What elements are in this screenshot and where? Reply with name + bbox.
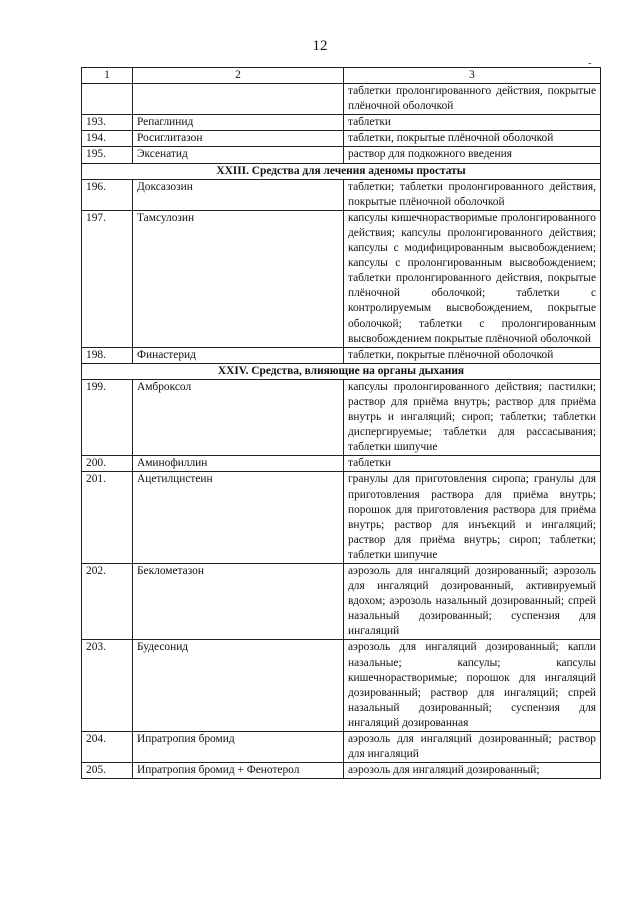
drug-name (133, 84, 344, 115)
page-number: 12 (312, 38, 328, 54)
table-row (82, 472, 601, 564)
row-number: 194. (82, 131, 133, 147)
dosage-forms: аэрозоль для ингаляций дозированный; аэрозоль для ингаляций дозированный, активируемый вдохом; аэрозоль назальный дозированный; спрей назальный дозированный; суспензия для ингаляций (344, 564, 601, 640)
row-number: 203. (82, 640, 133, 732)
drug-table (81, 67, 601, 779)
table-row (82, 564, 601, 640)
section-title: XXIV. Средства, влияющие на органы дыхания (82, 363, 601, 379)
row-number (82, 84, 133, 115)
table-row (82, 347, 601, 363)
drug-name: Будесонид (133, 640, 344, 732)
margin-mark: - (588, 57, 592, 69)
dosage-forms: таблетки; таблетки пролонгированного действия, покрытые плёночной оболочкой (344, 179, 601, 210)
drug-name: Финастерид (133, 347, 344, 363)
table-row (82, 115, 601, 131)
row-number: 193. (82, 115, 133, 131)
drug-name: Доксазозин (133, 179, 344, 210)
drug-name: Аминофиллин (133, 456, 344, 472)
section-header-row (82, 363, 601, 379)
row-number: 196. (82, 179, 133, 210)
dosage-forms: раствор для подкожного введения (344, 147, 601, 163)
table-row (82, 732, 601, 763)
table-row (82, 456, 601, 472)
row-number: 202. (82, 564, 133, 640)
dosage-forms: гранулы для приготовления сиропа; гранулы для приготовления раствора для приёма внутрь; порошок для приготовления раствора для приёма внутрь; раствор для инъекций и ингаляций; раствор для приёма внутрь; сироп; таблетки; таблетки шипучие (344, 472, 601, 564)
section-header-row (82, 163, 601, 179)
table-row (82, 179, 601, 210)
dosage-forms: таблетки (344, 115, 601, 131)
dosage-forms: таблетки, покрытые плёночной оболочкой (344, 347, 601, 363)
drug-name: Тамсулозин (133, 210, 344, 347)
drug-name: Ипратропия бромид (133, 732, 344, 763)
row-number: 204. (82, 732, 133, 763)
row-number: 198. (82, 347, 133, 363)
row-number: 200. (82, 456, 133, 472)
row-number: 205. (82, 763, 133, 779)
table-row (82, 84, 601, 115)
drug-name: Репаглинид (133, 115, 344, 131)
drug-name: Росиглитазон (133, 131, 344, 147)
section-title: XXIII. Средства для лечения аденомы простаты (82, 163, 601, 179)
dosage-forms: аэрозоль для ингаляций дозированный; капли назальные; капсулы; капсулы кишечнорастворимые; порошок для ингаляций дозированный; раствор для ингаляций; спрей назальный дозированный; суспензия для ингаляций дозированная (344, 640, 601, 732)
table-row (82, 640, 601, 732)
row-number: 201. (82, 472, 133, 564)
drug-name: Эксенатид (133, 147, 344, 163)
dosage-forms: таблетки пролонгированного действия, покрытые плёночной оболочкой (344, 84, 601, 115)
dosage-forms: аэрозоль для ингаляций дозированный; (344, 763, 601, 779)
dosage-forms: капсулы кишечнорастворимые пролонгированного действия; капсулы пролонгированного действия; капсулы с модифицированным высвобождением; капсулы с пролонгированным высвобождением; таблетки пролонгированного действия, покрытые плёночной оболочкой; таблетки с контролируемым высвобождением, покрытые оболочкой; таблетки с пролонгированным высвобождением покрытые плёночной оболочкой (344, 210, 601, 347)
row-number: 199. (82, 379, 133, 455)
row-number: 197. (82, 210, 133, 347)
drug-name: Беклометазон (133, 564, 344, 640)
dosage-forms: аэрозоль для ингаляций дозированный; раствор для ингаляций (344, 732, 601, 763)
table-row (82, 210, 601, 347)
row-number: 195. (82, 147, 133, 163)
drug-name: Ацетилцистеин (133, 472, 344, 564)
table-header-row (82, 68, 601, 84)
drug-name: Ипратропия бромид + Фенотерол (133, 763, 344, 779)
table-row (82, 131, 601, 147)
dosage-forms: таблетки, покрытые плёночной оболочкой (344, 131, 601, 147)
table-row (82, 147, 601, 163)
header-col-3: 3 (344, 68, 601, 84)
table-row (82, 763, 601, 779)
header-col-2: 2 (133, 68, 344, 84)
dosage-forms: капсулы пролонгированного действия; пастилки; раствор для приёма внутрь; раствор для приёма внутрь и ингаляций; сироп; таблетки; таблетки диспергируемые; таблетки для рассасывания; таблетки шипучие (344, 379, 601, 455)
table-row (82, 379, 601, 455)
drug-name: Амброксол (133, 379, 344, 455)
dosage-forms: таблетки (344, 456, 601, 472)
header-col-1: 1 (82, 68, 133, 84)
